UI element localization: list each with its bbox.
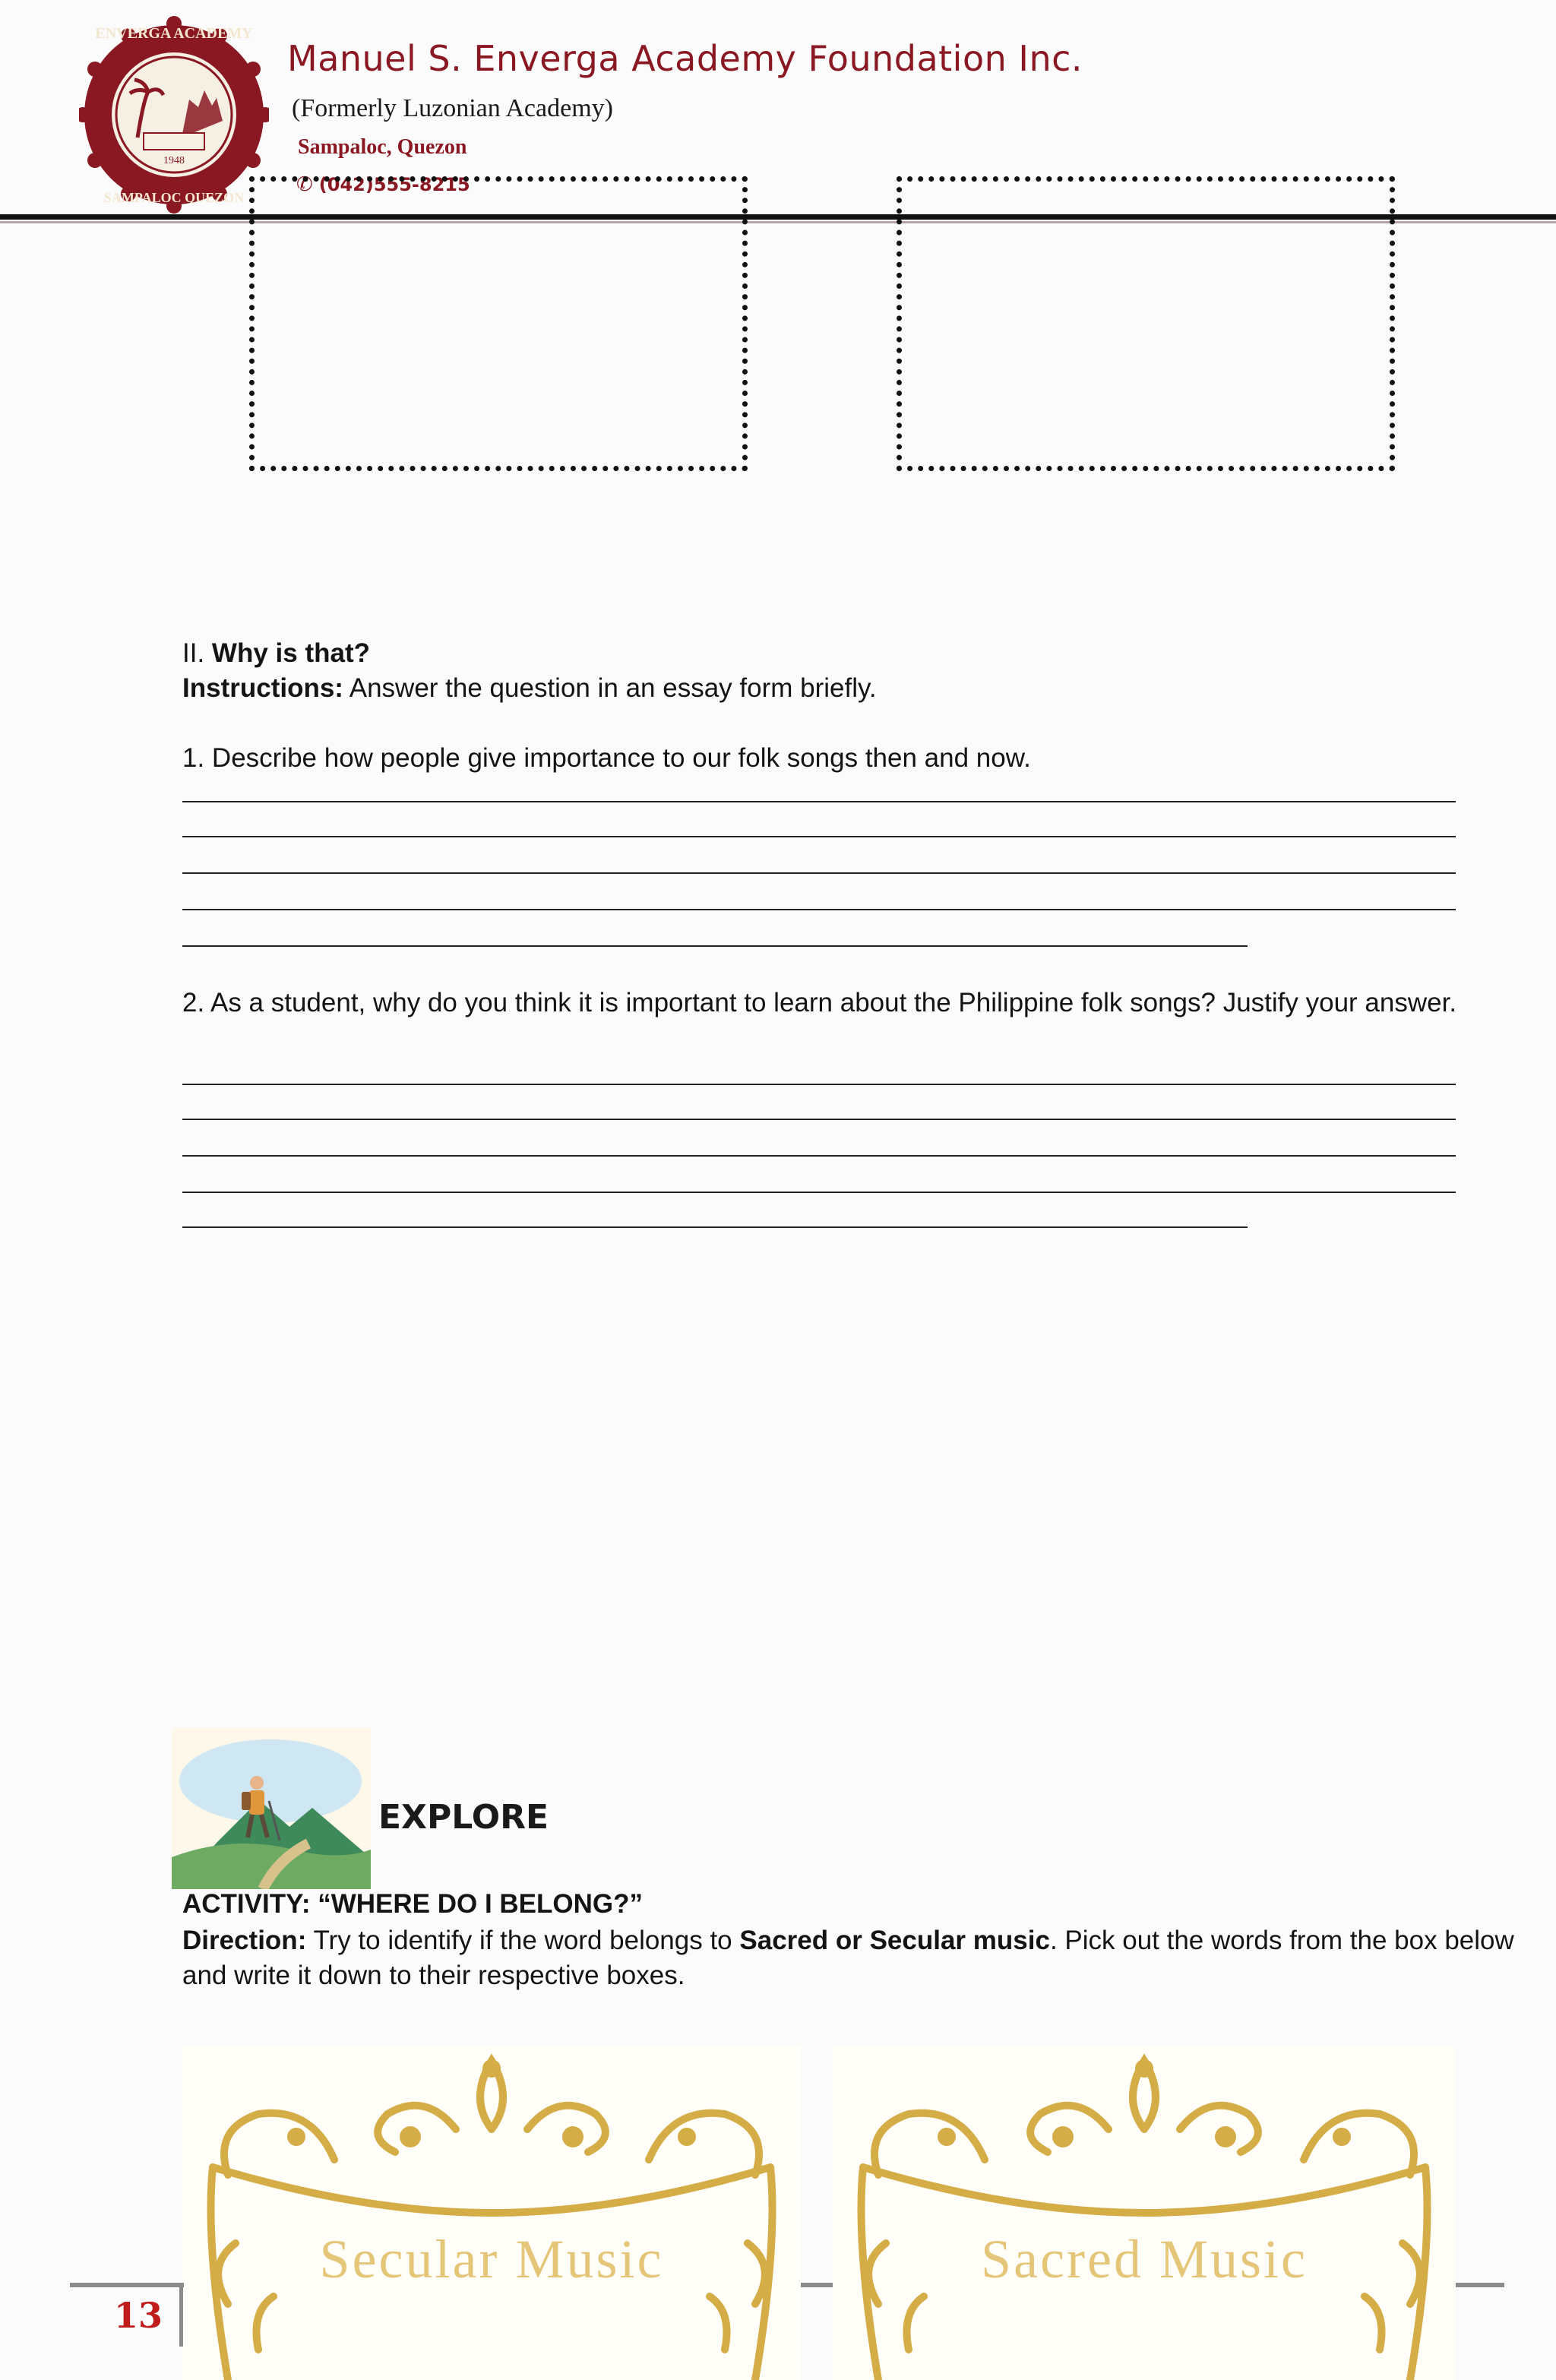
sacred-music-box[interactable] — [833, 2046, 1456, 2380]
ornate-frame-graphic — [182, 2046, 801, 2380]
school-address: Sampaloc, Quezon — [298, 135, 467, 159]
page-number-box-top — [70, 2283, 184, 2287]
question-2: 2. As a student, why do you think it is important to learn about the Philippine folk songs? Justify your answer. — [182, 988, 1457, 1018]
hiker-illustration — [172, 1728, 371, 1889]
secular-music-box[interactable] — [182, 2046, 801, 2380]
page-number: 13 — [114, 2295, 163, 2336]
footer-line — [801, 2283, 833, 2287]
seal-top-text: ENVERGA ACADEMY — [95, 25, 253, 42]
school-former-name: (Formerly Luzonian Academy) — [292, 94, 613, 122]
answer-line[interactable] — [182, 1192, 1456, 1193]
answer-line[interactable] — [182, 872, 1456, 874]
answer-line[interactable] — [182, 1155, 1456, 1157]
answer-line[interactable] — [182, 836, 1456, 837]
instructions-text: Answer the question in an essay form briefly. — [349, 673, 877, 703]
phone-number: (042)555-8215 — [318, 174, 470, 195]
answer-line[interactable] — [182, 801, 1456, 802]
instructions — [182, 675, 877, 701]
question-1: 1. Describe how people give importance to our folk songs then and now. — [182, 743, 1031, 773]
direction-bold: Sacred or Secular music — [739, 1926, 1050, 1955]
phone-icon: ✆ — [296, 173, 313, 196]
answer-line[interactable] — [182, 1226, 1248, 1228]
sacred-music-title: Sacred Music — [981, 2229, 1308, 2290]
school-name: Manuel S. Enverga Academy Foundation Inc. — [287, 38, 1083, 79]
seal-bottom-text: SAMPALOC QUEZON — [103, 190, 245, 205]
direction-line-2: and write it down to their respective boxes. — [182, 1961, 685, 1990]
footer-line — [1456, 2283, 1504, 2287]
direction-text-2: . Pick out the words from the box below — [1049, 1926, 1514, 1955]
drawing-box-left[interactable] — [249, 176, 748, 471]
activity-title — [182, 1891, 643, 1917]
secular-music-title: Secular Music — [319, 2229, 664, 2290]
school-seal — [79, 12, 269, 217]
ornate-frame-graphic — [833, 2046, 1456, 2380]
direction-text-1: Try to identify if the word belongs to — [313, 1926, 732, 1955]
answer-line[interactable] — [182, 1119, 1456, 1120]
activity-label: ACTIVITY: “WHERE DO I BELONG?” — [182, 1889, 644, 1919]
explore-title: EXPLORE — [378, 1798, 549, 1837]
page-number-box-side — [179, 2283, 183, 2347]
seal-year: 1948 — [163, 155, 185, 166]
direction-label: Direction: — [182, 1926, 307, 1955]
section-title: Why is that? — [211, 638, 370, 668]
answer-line[interactable] — [182, 909, 1456, 910]
drawing-box-right[interactable] — [897, 176, 1395, 471]
answer-line[interactable] — [182, 1084, 1456, 1085]
instructions-label: Instructions: — [182, 673, 343, 703]
section-heading — [182, 640, 370, 666]
section-numeral: II. — [182, 638, 205, 668]
answer-line[interactable] — [182, 945, 1248, 947]
direction-line-1 — [182, 1927, 1514, 1954]
